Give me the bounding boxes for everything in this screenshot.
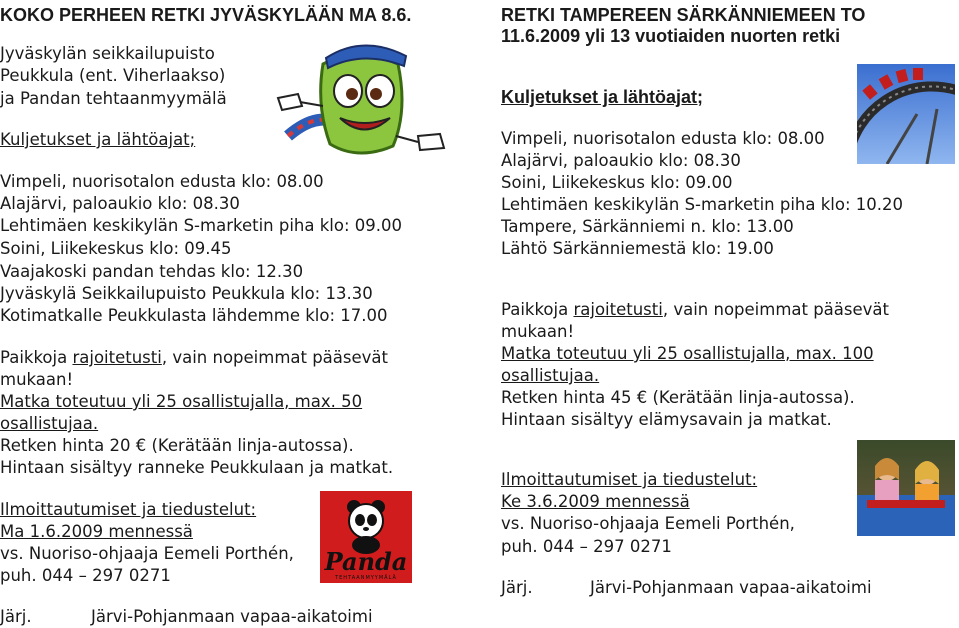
left-limited-prefix: Paikkoja [0, 348, 73, 367]
left-destination-2: Peukkula (ent. Viherlaakso) [0, 66, 226, 85]
panda-logo [320, 491, 412, 583]
left-limited-word: rajoitetusti [72, 348, 162, 367]
right-price: Retken hinta 45 € (Kerätään linja-autossa). [501, 388, 855, 407]
panda-logo-caption: TEHTAANMYYMÄLÄ [335, 575, 397, 581]
left-stop: Kotimatkalle Peukkulasta lähdemme klo: 17.00 [0, 306, 388, 325]
left-contact-name: vs. Nuoriso-ohjaaja Eemeli Porthén, [0, 544, 294, 563]
left-stop: Soini, Liikekeskus klo: 09.45 [0, 239, 232, 258]
right-limited-suffix: , vain nopeimmat pääsevät [662, 300, 890, 319]
left-org-label: Järj. [0, 607, 32, 626]
left-price: Retken hinta 20 € (Kerätään linja-autossa). [0, 436, 354, 455]
right-limited-word: rajoitetusti [573, 300, 663, 319]
left-min-participants: Matka toteutuu yli 25 osallistujalla, max. 50 [0, 392, 363, 411]
right-transport-heading: Kuljetukset ja lähtöajat; [501, 87, 704, 107]
right-includes: Hintaan sisältyy elämysavain ja matkat. [501, 410, 832, 429]
right-stop: Lähtö Särkänniemestä klo: 19.00 [501, 239, 774, 258]
left-destination-3: ja Pandan tehtaanmyymälä [0, 89, 227, 108]
right-stop: Soini, Liikekeskus klo: 09.00 [501, 173, 733, 192]
left-stop: Vimpeli, nuorisotalon edusta klo: 08.00 [0, 172, 324, 191]
right-stop: Alajärvi, paloaukio klo: 08.30 [501, 151, 741, 170]
right-limited-prefix: Paikkoja [501, 300, 574, 319]
right-title-line1: RETKI TAMPEREEN SÄRKÄNNIEMEEN TO [501, 5, 866, 25]
right-contact-name: vs. Nuoriso-ohjaaja Eemeli Porthén, [501, 514, 795, 533]
left-contact-phone: puh. 044 – 297 0271 [0, 566, 171, 585]
amusement-ride-photo [857, 440, 955, 536]
right-signup-heading: Ilmoittautumiset ja tiedustelut: [501, 470, 758, 489]
left-includes: Hintaan sisältyy ranneke Peukkulaan ja matkat. [0, 458, 394, 477]
left-signup-heading: Ilmoittautumiset ja tiedustelut: [0, 500, 257, 519]
panda-logo-text: Panda [324, 547, 408, 576]
left-destination-1: Jyväskylän seikkailupuisto [0, 44, 215, 63]
left-limited-line2: mukaan! [0, 370, 74, 389]
left-deadline: Ma 1.6.2009 mennessä [0, 522, 193, 541]
left-stop: Jyväskylä Seikkailupuisto Peukkula klo: 13.30 [0, 284, 373, 303]
right-limited-notice [501, 299, 889, 321]
left-transport-heading: Kuljetukset ja lähtöajat; [0, 130, 196, 149]
right-stop: Vimpeli, nuorisotalon edusta klo: 08.00 [501, 129, 825, 148]
left-min-participants-2: osallistujaa. [0, 414, 99, 433]
left-stop: Alajärvi, paloaukio klo: 08.30 [0, 194, 240, 213]
right-org-name: Järvi-Pohjanmaan vapaa-aikatoimi [590, 578, 872, 597]
left-limited-notice [0, 347, 388, 369]
right-stop: Lehtimäen keskikylän S-marketin piha klo: 10.20 [501, 195, 904, 214]
right-deadline: Ke 3.6.2009 mennessä [501, 492, 690, 511]
left-limited-suffix: , vain nopeimmat pääsevät [161, 348, 389, 367]
right-limited-line2: mukaan! [501, 322, 575, 341]
left-stop: Vaajakoski pandan tehdas klo: 12.30 [0, 262, 304, 281]
right-title-line2: 11.6.2009 yli 13 vuotiaiden nuorten retki [501, 26, 841, 46]
right-org-label: Järj. [501, 578, 533, 597]
right-min-participants-2: osallistujaa. [501, 366, 600, 385]
left-org-name: Järvi-Pohjanmaan vapaa-aikatoimi [91, 607, 373, 626]
left-title: KOKO PERHEEN RETKI JYVÄSKYLÄÄN MA 8.6. [0, 5, 412, 25]
roller-coaster-photo [857, 64, 955, 164]
mascot-illustration [268, 36, 450, 166]
right-min-participants: Matka toteutuu yli 25 osallistujalla, max. 100 [501, 344, 874, 363]
right-stop: Tampere, Särkänniemi n. klo: 13.00 [501, 217, 794, 236]
right-contact-phone: puh. 044 – 297 0271 [501, 537, 672, 556]
left-stop: Lehtimäen keskikylän S-marketin piha klo: 09.00 [0, 216, 403, 235]
